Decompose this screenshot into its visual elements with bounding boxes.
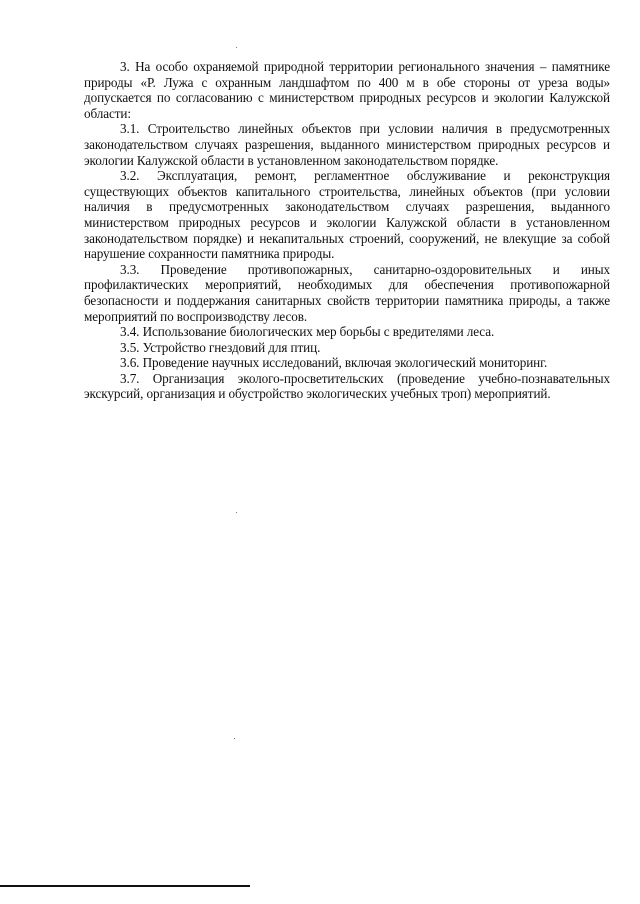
scan-speck: [234, 738, 235, 739]
paragraph-3-5: 3.5. Устройство гнездовий для птиц.: [120, 339, 321, 355]
paragraph-3-4: 3.4. Использование биологических мер борьбы с вредителями леса.: [120, 324, 495, 340]
footer-rule: [0, 885, 250, 887]
document-body: [84, 59, 610, 402]
scan-speck: [236, 512, 237, 513]
paragraph-3-3: 3.3. Проведение противопожарных, санитарно-оздоровительных и иных профилактических мероприятий, необходимых для обеспечения противопожарной безопасности и поддержания санитарных свойств территории памятника природы, а также мероприятий по воспроизводству лесов.: [84, 261, 610, 324]
scan-speck: [236, 47, 237, 48]
paragraph-3-6: 3.6. Проведение научных исследований, включая экологический мониторинг.: [120, 355, 548, 371]
paragraph-3-7: 3.7. Организация эколого-просветительских (проведение учебно-познавательных экскурсий, организация и обустройство экологических учебных троп) мероприятий.: [84, 370, 610, 402]
paragraph-3-2: 3.2. Эксплуатация, ремонт, регламентное обслуживание и реконструкция существующих объектов капитального строительства, линейных объектов (при условии наличия в предусмотренных законодательством случаях разрешения, выданного министерством природных ресурсов и экологии Калужской области в установленном законодательством порядке) и некапитальных строений, сооружений, не влекущие за собой нарушение сохранности памятника природы.: [84, 168, 610, 262]
paragraph-3-1: 3.1. Строительство линейных объектов при условии наличия в предусмотренных законодательством случаях разрешения, выданного министерством природных ресурсов и экологии Калужской области в установленном законодательством порядке.: [84, 121, 610, 168]
paragraph-3: 3. На особо охраняемой природной территории регионального значения – памятнике природы «Р. Лужа с охранным ландшафтом по 400 м в обе стороны от уреза воды» допускается по согласованию с министерством природных ресурсов и экологии Калужской области:: [84, 59, 610, 121]
